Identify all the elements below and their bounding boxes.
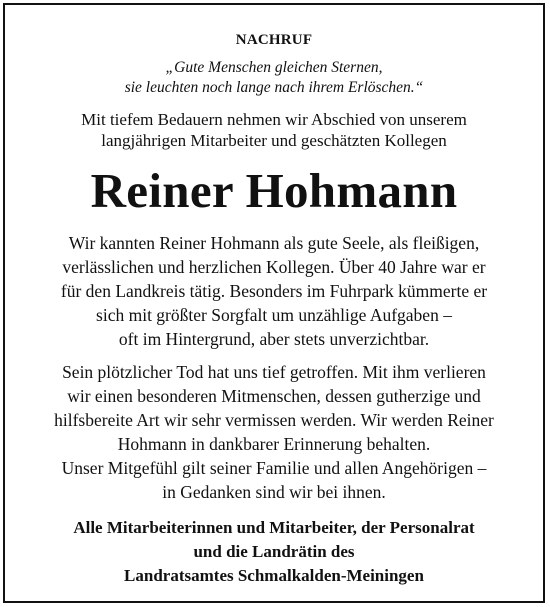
deceased-name: Reiner Hohmann <box>90 163 458 218</box>
paragraph-line: oft im Hintergrund, aber stets unverzichtbar. <box>118 329 430 349</box>
paragraph-line: Wir kannten Reiner Hohmann als gute Seele, als fleißigen, <box>68 233 480 253</box>
paragraph-line: Sein plötzlicher Tod hat uns tief getroffen. Mit ihm verlieren <box>62 362 486 382</box>
paragraph-line: Unser Mitgefühl gilt seiner Familie und allen Angehörigen – <box>61 458 487 478</box>
paragraph-line: für den Landkreis tätig. Besonders im Fuhrpark kümmerte er <box>60 281 488 301</box>
intro-line: langjährigen Mitarbeiter und geschätzten Kollegen <box>101 131 447 150</box>
paragraph-line: hilfsbereite Art wir sehr vermissen werden. Wir werden Reiner <box>54 410 494 430</box>
intro-text <box>5 109 543 151</box>
paragraph-line: wir einen besonderen Mitmenschen, dessen gutherzige und <box>67 386 481 406</box>
paragraph-line: in Gedanken sind wir bei ihnen. <box>162 482 386 502</box>
intro-line: Mit tiefem Bedauern nehmen wir Abschied von unserem <box>81 110 467 129</box>
signature-block <box>5 516 543 588</box>
memorial-quote <box>5 58 543 98</box>
paragraph-line: verlässlichen und herzlichen Kollegen. Über 40 Jahre war er <box>62 257 486 277</box>
obituary-frame <box>3 3 545 603</box>
tribute-paragraph-2 <box>5 360 543 504</box>
signature-line: Landratsamtes Schmalkalden-Meiningen <box>124 566 424 585</box>
paragraph-line: Hohmann in dankbarer Erinnerung behalten. <box>117 434 431 454</box>
signature-line: Alle Mitarbeiterinnen und Mitarbeiter, der Personalrat <box>73 518 475 537</box>
signature-line: und die Landrätin des <box>193 542 355 561</box>
quote-line: sie leuchten noch lange nach ihrem Erlöschen.“ <box>124 79 424 96</box>
paragraph-line: sich mit größter Sorgfalt um unzählige Aufgaben – <box>96 305 452 325</box>
tribute-paragraph-1 <box>5 231 543 351</box>
obituary-heading: NACHRUF <box>235 32 313 48</box>
quote-line: „Gute Menschen gleichen Sternen, <box>165 59 383 76</box>
